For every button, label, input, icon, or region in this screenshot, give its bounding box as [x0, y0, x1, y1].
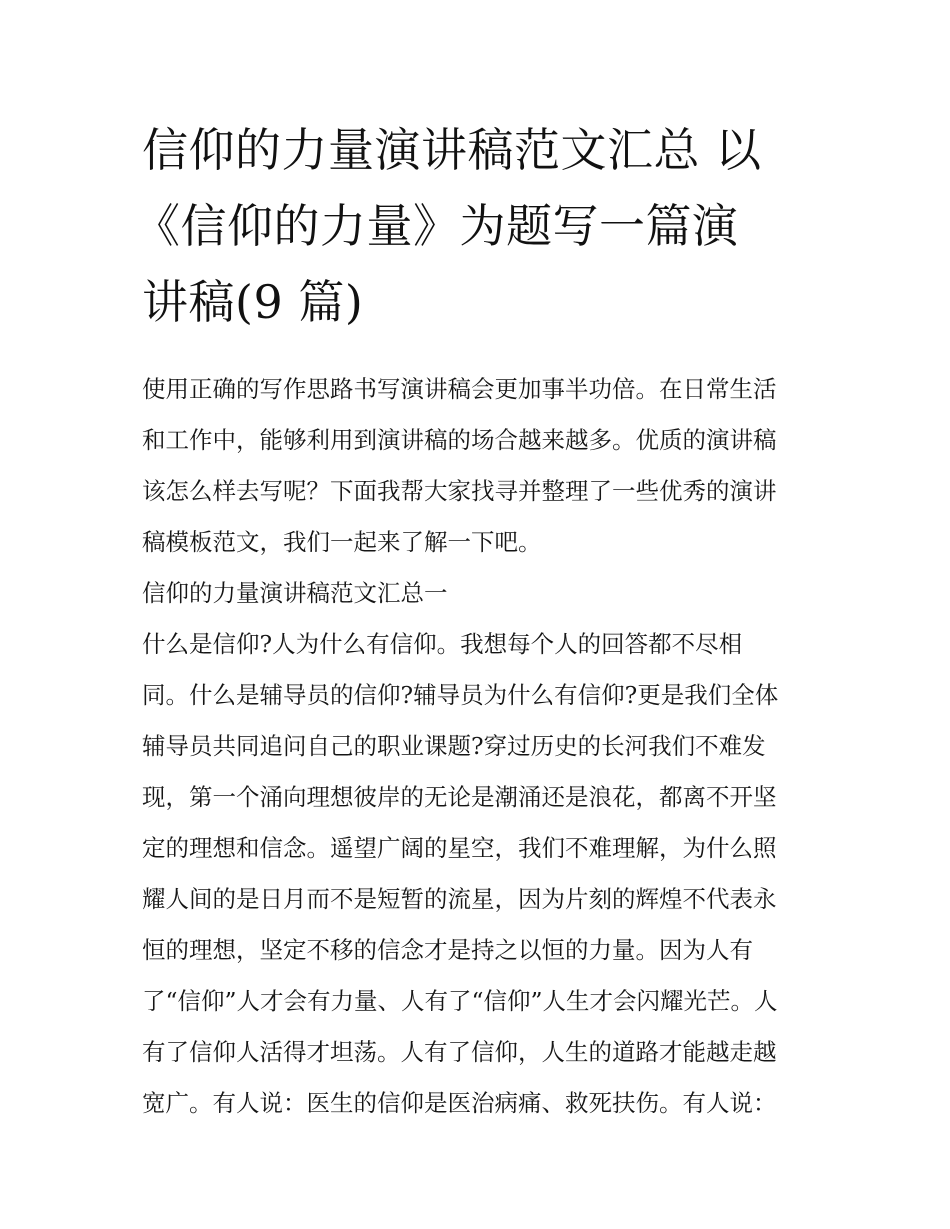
body-line: 什么是信仰?人为什么有信仰。我想每个人的回答都不尽相 — [142, 630, 743, 658]
body-line: 同。什么是辅导员的信仰?辅导员为什么有信仰?更是我们全体 — [142, 681, 779, 709]
body-line: 宽广。有人说：医生的信仰是医治病痛、救死扶伤。有人说： — [142, 1089, 777, 1117]
body-line: 定的理想和信念。遥望广阔的星空，我们不难理解，为什么照 — [142, 834, 777, 862]
intro-paragraph — [142, 364, 814, 568]
body-paragraph — [142, 619, 814, 1129]
intro-line: 稿模板范文，我们一起来了解一下吧。 — [142, 528, 542, 556]
title-line: 信仰的力量演讲稿范文汇总 以 — [142, 123, 762, 177]
section-heading: 信仰的力量演讲稿范文汇总一 — [142, 579, 448, 607]
body-line: 现，第一个涌向理想彼岸的无论是潮涌还是浪花，都离不开坚 — [142, 783, 777, 811]
title-line: 讲稿(9 篇) — [142, 275, 364, 329]
document-content — [134, 112, 814, 1129]
title-line: 《信仰的力量》为题写一篇演 — [134, 199, 739, 253]
body-line: 有了信仰人活得才坦荡。人有了信仰，人生的道路才能越走越 — [142, 1038, 777, 1066]
body-line: 辅导员共同追问自己的职业课题?穿过历史的长河我们不难发 — [142, 732, 766, 760]
intro-line: 该怎么样去写呢？下面我帮大家找寻并整理了一些优秀的演讲 — [142, 477, 777, 505]
intro-line: 使用正确的写作思路书写演讲稿会更加事半功倍。在日常生活 — [142, 375, 777, 403]
intro-line: 和工作中，能够利用到演讲稿的场合越来越多。优质的演讲稿 — [142, 426, 777, 454]
section-heading-block — [142, 568, 814, 619]
body-line: 恒的理想，坚定不移的信念才是持之以恒的力量。因为人有 — [142, 936, 753, 964]
body-line: 了“信仰”人才会有力量、人有了“信仰”人生才会闪耀光芒。人 — [142, 987, 778, 1015]
document-title — [134, 112, 814, 340]
body-line: 耀人间的是日月而不是短暂的流星，因为片刻的辉煌不代表永 — [142, 885, 777, 913]
